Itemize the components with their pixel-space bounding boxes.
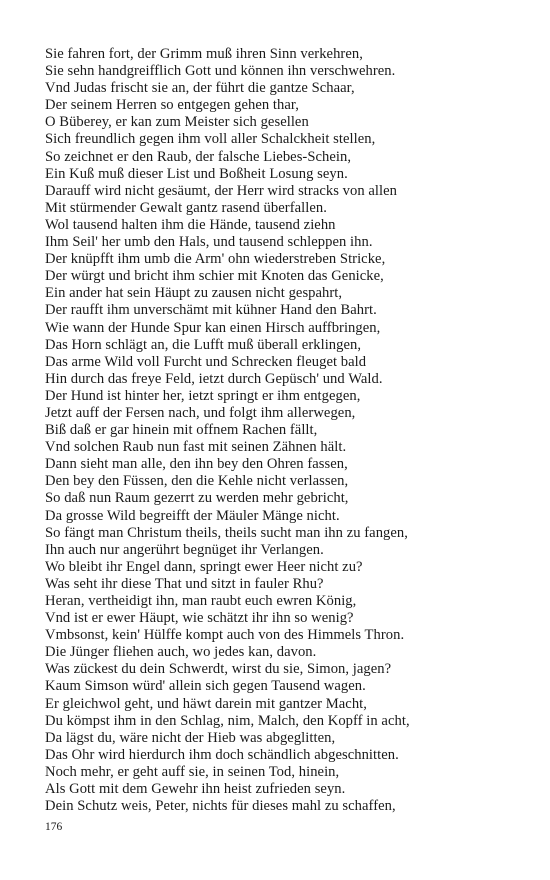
verse-line: Was zückest du dein Schwerdt, wirst du sie, Simon, jagen?: [45, 661, 392, 678]
verse-line: Das Horn schlägt an, die Lufft muß überall erklingen,: [45, 336, 362, 353]
verse-line: Vnd Judas frischt sie an, der führt die gantze Schaar,: [45, 80, 355, 97]
verse-line: Ein ander hat sein Häupt zu zausen nicht gespahrt,: [45, 285, 343, 302]
poem-text: [45, 46, 525, 815]
verse-line: Sie sehn handgreifflich Gott und können ihn verschwehren.: [45, 63, 396, 80]
verse-line: Darauff wird nicht gesäumt, der Herr wird stracks von allen: [45, 182, 398, 199]
verse-line: Der würgt und bricht ihm schier mit Knoten das Genicke,: [45, 268, 384, 285]
verse-line: Das Ohr wird hierdurch ihm doch schändlich abgeschnitten.: [45, 746, 399, 763]
verse-line: O Büberey, er kan zum Meister sich gesellen: [45, 114, 309, 131]
verse-line: Die Jünger fliehen auch, wo jedes kan, davon.: [45, 644, 317, 661]
verse-line: Vnd solchen Raub nun fast mit seinen Zähnen hält.: [45, 439, 347, 456]
verse-line: Ein Kuß muß dieser List und Boßheit Losung seyn.: [45, 165, 348, 182]
verse-line: Wie wann der Hunde Spur kan einen Hirsch auffbringen,: [45, 319, 381, 336]
verse-line: Vmbsonst, kein' Hülffe kompt auch von des Himmels Thron.: [45, 627, 405, 644]
verse-line: So zeichnet er den Raub, der falsche Liebes-Schein,: [45, 148, 352, 165]
verse-line: Sie fahren fort, der Grimm muß ihren Sinn verkehren,: [45, 46, 363, 62]
verse-line: Er gleichwol geht, und häwt darein mit gantzer Macht,: [45, 695, 367, 712]
verse-line: Der Hund ist hinter her, ietzt springt er ihm entgegen,: [45, 387, 361, 404]
verse-line: Hin durch das freye Feld, ietzt durch Gepüsch' und Wald.: [45, 370, 383, 387]
verse-line: Dein Schutz weis, Peter, nichts für dieses mahl zu schaffen,: [45, 798, 396, 815]
verse-line: Der raufft ihm unverschämt mit kühner Hand den Bahrt.: [45, 302, 377, 319]
verse-line: Mit stürmender Gewalt gantz rasend überfallen.: [45, 199, 327, 216]
verse-line: Vnd ist er ewer Häupt, wie schätzt ihr ihn so wenig?: [45, 610, 354, 627]
verse-line: Noch mehr, er geht auff sie, in seinen Tod, hinein,: [45, 763, 340, 780]
verse-line: Was seht ihr diese That und sitzt in fauler Rhu?: [45, 575, 324, 592]
verse-line: Den bey den Füssen, den die Kehle nicht verlassen,: [45, 473, 349, 490]
verse-line: Wol tausend halten ihm die Hände, tausend ziehn: [45, 216, 336, 233]
verse-line: Der knüpfft ihm umb die Arm' ohn wiederstreben Stricke,: [45, 251, 386, 268]
verse-line: So fängt man Christum theils, theils sucht man ihn zu fangen,: [45, 524, 408, 541]
page-number: 176: [45, 821, 63, 833]
verse-line: Jetzt auff der Fersen nach, und folgt ihm allerwegen,: [45, 404, 356, 421]
verse-line: Da lägst du, wäre nicht der Hieb was abgeglitten,: [45, 729, 336, 746]
verse-line: Da grosse Wild begreifft der Mäuler Mänge nicht.: [45, 507, 340, 524]
verse-line: Wo bleibt ihr Engel dann, springt ewer Heer nicht zu?: [45, 558, 363, 575]
verse-line: Das arme Wild voll Furcht und Schrecken fleuget bald: [45, 353, 367, 370]
verse-line: Ihn auch nur angerührt begnüget ihr Verlangen.: [45, 541, 324, 558]
verse-line: Kaum Simson würd' allein sich gegen Tausend wagen.: [45, 678, 366, 695]
verse-line: Biß daß er gar hinein mit offnem Rachen fällt,: [45, 422, 318, 439]
verse-line: So daß nun Raum gezerrt zu werden mehr gebricht,: [45, 490, 349, 507]
verse-line: Dann sieht man alle, den ihn bey den Ohren fassen,: [45, 456, 348, 473]
verse-line: Du kömpst ihm in den Schlag, nim, Malch, den Kopff in acht,: [45, 712, 410, 729]
verse-line: Ihm Seil' her umb den Hals, und tausend schleppen ihn.: [45, 234, 373, 251]
verse-line: Heran, vertheidigt ihn, man raubt euch ewren König,: [45, 593, 357, 609]
verse-line: Der seinem Herren so entgegen gehen thar,: [45, 97, 299, 114]
verse-line: Als Gott mit dem Gewehr ihn heist zufrieden seyn.: [45, 781, 346, 798]
verse-line: Sich freundlich gegen ihm voll aller Schalckheit stellen,: [45, 131, 376, 148]
